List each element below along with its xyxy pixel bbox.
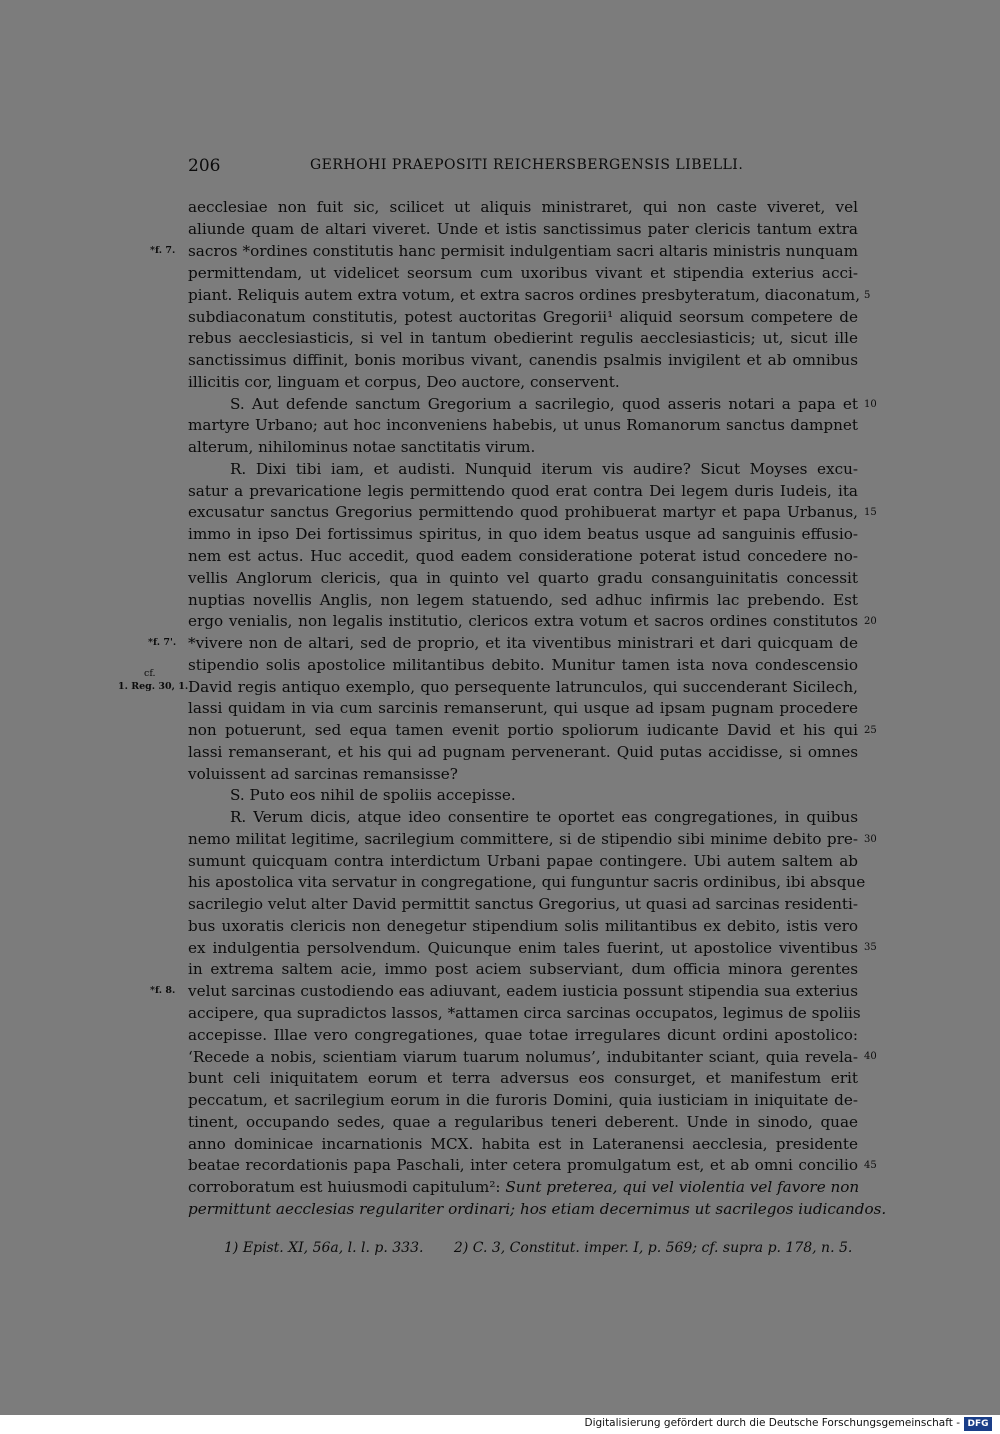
line-number: 10 bbox=[864, 399, 877, 410]
footnote-2: 2) C. 3, Constitut. imper. I, p. 569; cf. supra p. 178, n. 5. bbox=[453, 1240, 853, 1256]
text-line: S. Puto eos nihil de spoliis accepisse. bbox=[230, 786, 516, 804]
text-line: sacrilegio velut alter David permittit sanctus Gregorius, ut quasi ad sarcinas residenti- bbox=[188, 895, 858, 913]
text-line: peccatum, et sacrilegium eorum in die furoris Domini, quia iusticiam in iniquitate de- bbox=[188, 1091, 858, 1109]
page-number: 206 bbox=[188, 156, 221, 176]
line-number: 25 bbox=[864, 725, 877, 736]
text-line: beatae recordationis papa Paschali, inter cetera promulgatum est, et ab omni concilio bbox=[188, 1156, 858, 1174]
text-line: excusatur sanctus Gregorius permittendo quod prohibuerat martyr et papa Urbanus, bbox=[188, 503, 858, 521]
text-line: sacros *ordines constitutis hanc permisit indulgentiam sacri altaris ministris nunquam bbox=[188, 242, 858, 260]
text-line: martyre Urbano; aut hoc inconveniens habebis, ut unus Romanorum sanctus dampnet bbox=[188, 416, 858, 434]
text-line: aecclesiae non fuit sic, scilicet ut aliquis ministraret, qui non caste viveret, vel bbox=[188, 198, 858, 216]
text-line: ‘Recede a nobis, scientiam viarum tuarum nolumus’, indubitanter sciant, quia revela- bbox=[188, 1048, 858, 1066]
margin-folio-note: *f. 7'. bbox=[148, 637, 177, 648]
text-line: lassi remanserant, et his qui ad pugnam pervenerant. Quid putas accidisse, si omnes bbox=[188, 743, 858, 761]
text-line: anno dominicae incarnationis MCX. habita est in Lateranensi aecclesia, presidente bbox=[188, 1135, 858, 1153]
line-number: 45 bbox=[864, 1160, 877, 1171]
text-line: immo in ipso Dei fortissimus spiritus, in quo idem beatus usque ad sanguinis effusio- bbox=[188, 525, 858, 543]
text-line: ergo venialis, non legalis institutio, clericos extra votum et sacros ordines constitutos bbox=[188, 612, 858, 630]
text-line: voluissent ad sarcinas remansisse? bbox=[188, 765, 458, 783]
text-line: David regis antiquo exemplo, quo persequente latrunculos, qui succenderant Sicilech, bbox=[188, 678, 858, 696]
line-number: 30 bbox=[864, 834, 877, 845]
text-line-start: corroboratum est huiusmodi capitulum²: bbox=[188, 1178, 501, 1196]
text-line: vellis Anglorum clericis, qua in quinto vel quarto gradu consanguinitatis concessit bbox=[188, 569, 858, 587]
text-line: alterum, nihilominus notae sanctitatis virum. bbox=[188, 438, 536, 456]
text-line: illicitis cor, linguam et corpus, Deo auctore, conservent. bbox=[188, 373, 620, 391]
text-line: R. Dixi tibi iam, et audisti. Nunquid iterum vis audire? Sicut Moyses excu- bbox=[230, 460, 858, 478]
quoted-canon: Sunt preterea, qui vel violentia vel favore non bbox=[505, 1178, 860, 1196]
dfg-logo: DFG bbox=[964, 1417, 992, 1431]
running-title: GERHOHI PRAEPOSITI REICHERSBERGENSIS LIBELLI. bbox=[310, 157, 744, 173]
funding-credit-bar bbox=[0, 1415, 1000, 1434]
text-line: nem est actus. Huc accedit, quod eadem consideratione poterat istud concedere no- bbox=[188, 547, 858, 565]
text-line: in extrema saltem acie, immo post aciem subserviant, dum officia minora gerentes bbox=[188, 960, 858, 978]
text-line: his apostolica vita servatur in congregatione, qui funguntur sacris ordinibus, ibi absque bbox=[188, 873, 866, 891]
text-line: *vivere non de altari, sed de proprio, et ita viventibus ministrari et dari quicquam de bbox=[188, 634, 858, 652]
text-line: nemo militat legitime, sacrilegium committere, si de stipendio sibi minime debito pre- bbox=[188, 830, 858, 848]
line-number: 15 bbox=[864, 507, 877, 518]
text-line: rebus aecclesiasticis, si vel in tantum obedierint regulis aecclesiasticis; ut, sicut ille bbox=[188, 329, 858, 347]
text-line: non potuerunt, sed equa tamen evenit portio spoliorum iudicante David et his qui bbox=[188, 721, 858, 739]
text-line: accipere, qua supradictos lassos, *attamen circa sarcinas occupatos, legimus de spoliis bbox=[188, 1004, 861, 1022]
text-line: R. Verum dicis, atque ideo consentire te oportet eas congregationes, in quibus bbox=[230, 808, 858, 826]
footnote-1: 1) Epist. XI, 56a, l. l. p. 333. bbox=[224, 1240, 424, 1256]
line-number: 40 bbox=[864, 1051, 877, 1062]
text-line: bunt celi iniquitatem eorum et terra adversus eos consurget, et manifestum erit bbox=[188, 1069, 858, 1087]
text-line: velut sarcinas custodiendo eas adiuvant, eadem iusticia possunt stipendia sua exterius bbox=[188, 982, 858, 1000]
text-line: sumunt quicquam contra interdictum Urbani papae contingere. Ubi autem saltem ab bbox=[188, 852, 858, 870]
footnotes bbox=[224, 1240, 864, 1256]
text-line: lassi quidam in via cum sarcinis remanserunt, qui usque ad ipsam pugnam procedere bbox=[188, 699, 858, 717]
text-line: satur a prevaricatione legis permittendo quod erat contra Dei legem duris Iudeis, ita bbox=[188, 482, 858, 500]
text-line: accepisse. Illae vero congregationes, quae totae irregulares dicunt ordini apostolico: bbox=[188, 1026, 858, 1044]
text-line: piant. Reliquis autem extra votum, et extra sacros ordines presbyteratum, diaconatum, bbox=[188, 286, 861, 304]
text-line: permittunt aecclesias regulariter ordinari; hos etiam decernimus ut sacrilegos iudicandos. bbox=[188, 1200, 887, 1218]
margin-reference: 1. Reg. 30, 1. bbox=[118, 681, 189, 692]
text-line: bus uxoratis clericis non denegetur stipendium solis militantibus ex debito, istis vero bbox=[188, 917, 858, 935]
text-line: tinent, occupando sedes, quae a regularibus teneri deberent. Unde in sinodo, quae bbox=[188, 1113, 858, 1131]
margin-folio-note: *f. 8. bbox=[150, 985, 176, 996]
text-line: sanctissimus diffinit, bonis moribus vivant, canendis psalmis invigilent et ab omnibus bbox=[188, 351, 858, 369]
line-number: 20 bbox=[864, 616, 877, 627]
funding-credit: Digitalisierung gefördert durch die Deutsche Forschungsgemeinschaft - bbox=[584, 1417, 960, 1429]
text-line: nuptias novellis Anglis, non legem statuendo, sed adhuc infirmis lac prebendo. Est bbox=[188, 591, 858, 609]
text-line: S. Aut defende sanctum Gregorium a sacrilegio, quod asseris notari a papa et bbox=[230, 395, 858, 413]
margin-folio-note: *f. 7. bbox=[150, 245, 176, 256]
page-header bbox=[188, 156, 858, 180]
text-line: stipendio solis apostolice militantibus debito. Munitur tamen ista nova condescensio bbox=[188, 656, 858, 674]
text-line: permittendam, ut videlicet seorsum cum uxoribus vivant et stipendia exterius acci- bbox=[188, 264, 858, 282]
line-number: 35 bbox=[864, 942, 877, 953]
text-line bbox=[188, 1176, 858, 1198]
text-line: subdiaconatum constitutis, potest auctoritas Gregorii¹ aliquid seorsum competere de bbox=[188, 308, 858, 326]
text-line: ex indulgentia persolvendum. Quicunque enim tales fuerint, ut apostolice viventibus bbox=[188, 939, 858, 957]
line-number: 5 bbox=[864, 290, 871, 301]
margin-reference-cf: cf. bbox=[144, 668, 156, 679]
text-line: aliunde quam de altari viveret. Unde et istis sanctissimus pater clericis tantum extra bbox=[188, 220, 858, 238]
